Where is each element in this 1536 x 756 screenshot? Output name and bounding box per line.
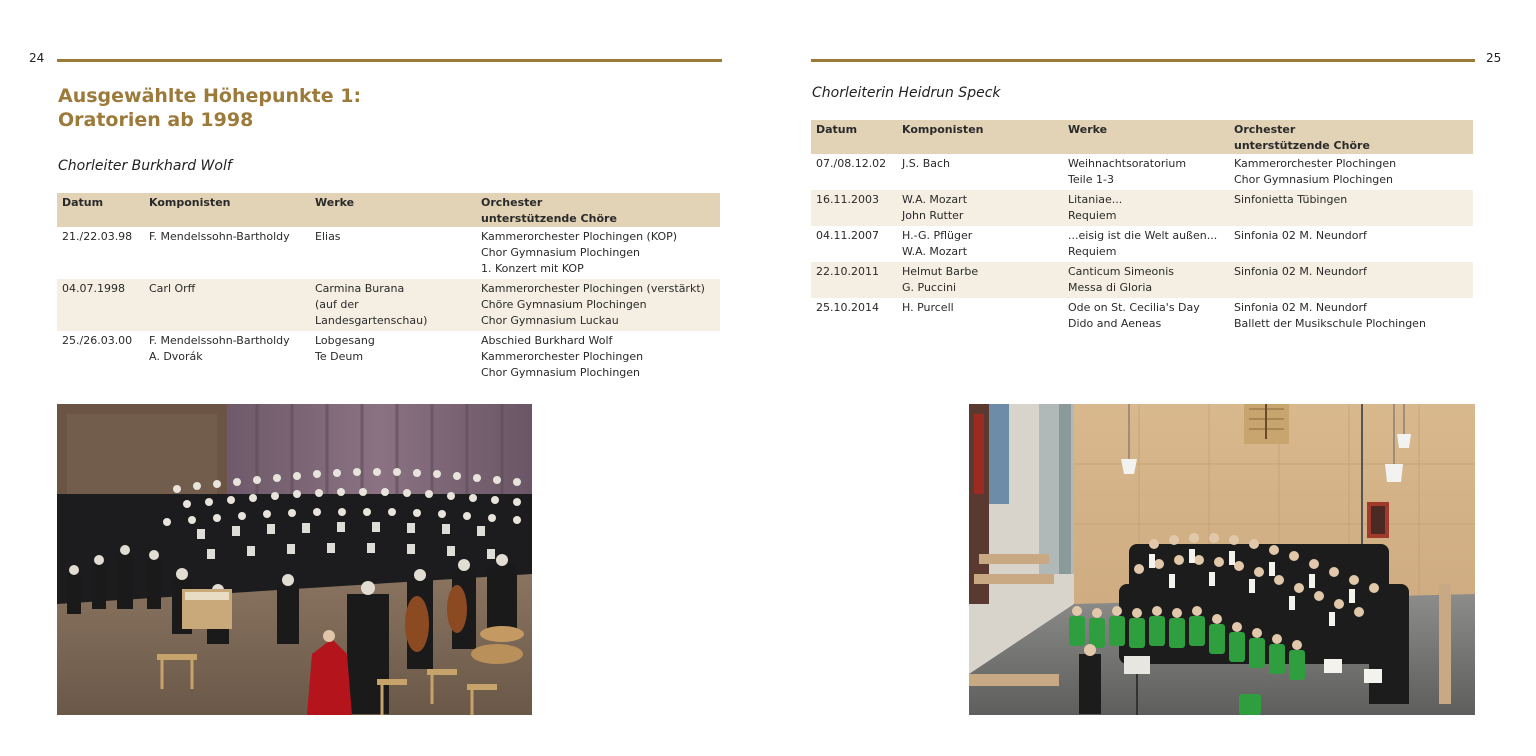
cell-datum: 21./22.03.98 <box>62 230 133 243</box>
header-komponisten: Komponisten <box>897 120 1063 154</box>
highlights-table-wolf <box>57 193 720 383</box>
cell-werke: Elias <box>315 230 341 243</box>
cell-werke: Carmina Burana (auf der Landesgartenschau) <box>310 279 476 331</box>
cell-werke: ...eisig ist die Welt außen... Requiem <box>1068 229 1218 258</box>
highlights-table-speck <box>811 120 1473 334</box>
cell-werke: Canticum Simeonis Messa di Gloria <box>1063 262 1229 298</box>
cell-datum: 25.10.2014 <box>816 301 879 314</box>
cell-komponisten: F. Mendelssohn-Bartholdy <box>149 230 290 243</box>
cell-werke: Weihnachtsoratorium Teile 1-3 <box>1068 157 1187 186</box>
cell-komponisten: F. Mendelssohn-Bartholdy A. Dvorák <box>149 334 290 363</box>
cell-werke: Ode on St. Cecilia's Day Dido and Aeneas <box>1068 301 1200 330</box>
title-line-2: Oratorien ab 1998 <box>58 109 254 131</box>
header-komponisten: Komponisten <box>144 193 310 227</box>
header-rule-left <box>57 59 722 62</box>
cell-komponisten: Helmut Barbe G. Puccini <box>897 262 1063 298</box>
choir-director-wolf: Chorleiter Burkhard Wolf <box>58 158 232 174</box>
header-orchester: Orchester unterstützende Chöre <box>1229 120 1473 154</box>
cell-datum: 04.11.2007 <box>816 229 879 242</box>
table-row <box>811 190 1473 226</box>
table-row <box>811 298 1473 334</box>
table-row <box>811 226 1473 262</box>
cell-datum: 25./26.03.00 <box>62 334 133 347</box>
cell-datum: 04.07.1998 <box>57 279 144 331</box>
cell-werke: Litaniae... Requiem <box>1063 190 1229 226</box>
cell-orchester: Sinfonia 02 M. Neundorf <box>1234 229 1367 242</box>
header-orchester: Orchester unterstützende Chöre <box>476 193 720 227</box>
cell-orchester: Sinfonia 02 M. Neundorf Ballett der Musikschule Plochingen <box>1234 301 1426 330</box>
table-row <box>57 279 720 331</box>
header-werke: Werke <box>310 193 476 227</box>
cell-orchester: Sinfonietta Tübingen <box>1229 190 1473 226</box>
table-row <box>57 331 720 383</box>
cell-orchester: Kammerorchester Plochingen Chor Gymnasium Plochingen <box>1234 157 1397 186</box>
cell-orchester: Kammerorchester Plochingen (verstärkt) Chöre Gymnasium Plochingen Chor Gymnasium Luckau <box>476 279 720 331</box>
page-title <box>58 84 361 132</box>
cell-komponisten: J.S. Bach <box>902 157 951 170</box>
cell-orchester: Kammerorchester Plochingen (KOP) Chor Gymnasium Plochingen 1. Konzert mit KOP <box>481 230 678 275</box>
header-datum: Datum <box>811 120 897 154</box>
header-rule-right <box>811 59 1475 62</box>
cell-datum: 22.10.2011 <box>811 262 897 298</box>
table-row <box>811 154 1473 190</box>
cell-komponisten: H.-G. Pflüger W.A. Mozart <box>902 229 973 258</box>
cell-orchester: Sinfonia 02 M. Neundorf <box>1229 262 1473 298</box>
table-row <box>811 262 1473 298</box>
choir-director-speck: Chorleiterin Heidrun Speck <box>812 85 1001 101</box>
page-number-right: 25 <box>1486 51 1502 65</box>
table-row <box>57 227 720 279</box>
title-line-1: Ausgewählte Höhepunkte 1: <box>58 85 362 107</box>
cell-orchester: Abschied Burkhard Wolf Kammerorchester Plochingen Chor Gymnasium Plochingen <box>481 334 644 379</box>
header-datum: Datum <box>57 193 144 227</box>
page-number-left: 24 <box>29 51 45 65</box>
concert-photo-hall <box>57 404 532 715</box>
concert-photo-church <box>969 404 1475 715</box>
table-header-row <box>811 120 1473 154</box>
header-werke: Werke <box>1063 120 1229 154</box>
cell-komponisten: W.A. Mozart John Rutter <box>897 190 1063 226</box>
cell-datum: 07./08.12.02 <box>816 157 887 170</box>
table-header-row <box>57 193 720 227</box>
cell-komponisten: Carl Orff <box>144 279 310 331</box>
cell-werke: Lobgesang Te Deum <box>315 334 375 363</box>
cell-datum: 16.11.2003 <box>811 190 897 226</box>
cell-komponisten: H. Purcell <box>902 301 954 314</box>
